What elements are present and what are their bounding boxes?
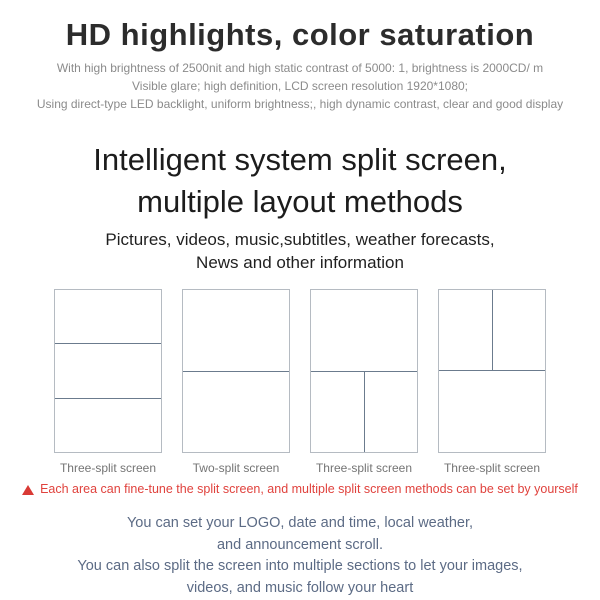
diagram-top-row: [439, 290, 545, 371]
diagram-area: [55, 399, 161, 452]
warning-note: [0, 482, 600, 497]
layout-diagram-three-rows: [54, 289, 162, 475]
diagram-area: [493, 290, 546, 370]
spec-line: Using direct-type LED backlight, uniform brightness;, high dynamic contrast, clear and good display: [36, 97, 564, 111]
page-title: HD highlights, color saturation: [65, 17, 535, 52]
diagram-label: Three-split screen: [59, 461, 157, 475]
diagram-label: Two-split screen: [192, 461, 280, 475]
spec-lines: [0, 59, 600, 113]
footer-line: and announcement scroll.: [216, 536, 384, 553]
diagram-bottom-row: [311, 372, 417, 453]
top-full-bottom-split-diagram: [310, 289, 418, 453]
split-screen-title-line2: multiple layout methods: [137, 184, 463, 219]
diagram-area: [365, 372, 418, 453]
layout-diagrams: [0, 289, 600, 475]
footer-line: videos, and music follow your heart: [186, 579, 414, 596]
diagram-area: [183, 290, 289, 372]
split-screen-subtitle: [0, 228, 600, 274]
spec-line: With high brightness of 2500nit and high static contrast of 5000: 1, brightness is 2000CD/ m: [56, 61, 544, 75]
footer-description: [0, 513, 600, 599]
spec-line: Visible glare; high definition, LCD screen resolution 1920*1080;: [132, 79, 468, 93]
diagram-area: [439, 290, 493, 370]
diagram-area: [55, 344, 161, 398]
three-rows-diagram: [54, 289, 162, 453]
diagram-area: [439, 371, 545, 452]
split-screen-subtitle-line1: Pictures, videos, music,subtitles, weather forecasts,: [105, 230, 495, 249]
warning-text: Each area can fine-tune the split screen, and multiple split screen methods can be set by yourself: [40, 482, 578, 496]
layout-diagram-top-split-bottom-full: [438, 289, 546, 475]
layout-diagram-two-rows: [182, 289, 290, 475]
diagram-area: [183, 372, 289, 453]
two-rows-diagram: [182, 289, 290, 453]
layout-diagram-top-full-bottom-split: [310, 289, 418, 475]
footer-line: You can set your LOGO, date and time, local weather,: [126, 515, 474, 531]
diagram-label: Three-split screen: [315, 461, 413, 475]
split-screen-title-line1: Intelligent system split screen,: [93, 142, 507, 177]
split-screen-title: [0, 139, 600, 223]
diagram-area: [55, 290, 161, 344]
top-split-bottom-full-diagram: [438, 289, 546, 453]
footer-line: You can also split the screen into multiple sections to let your images,: [77, 558, 523, 574]
diagram-area: [311, 290, 417, 372]
warning-triangle-icon: [22, 485, 34, 495]
split-screen-subtitle-line2: News and other information: [196, 253, 404, 272]
diagram-label: Three-split screen: [443, 461, 541, 475]
diagram-area: [311, 372, 365, 453]
